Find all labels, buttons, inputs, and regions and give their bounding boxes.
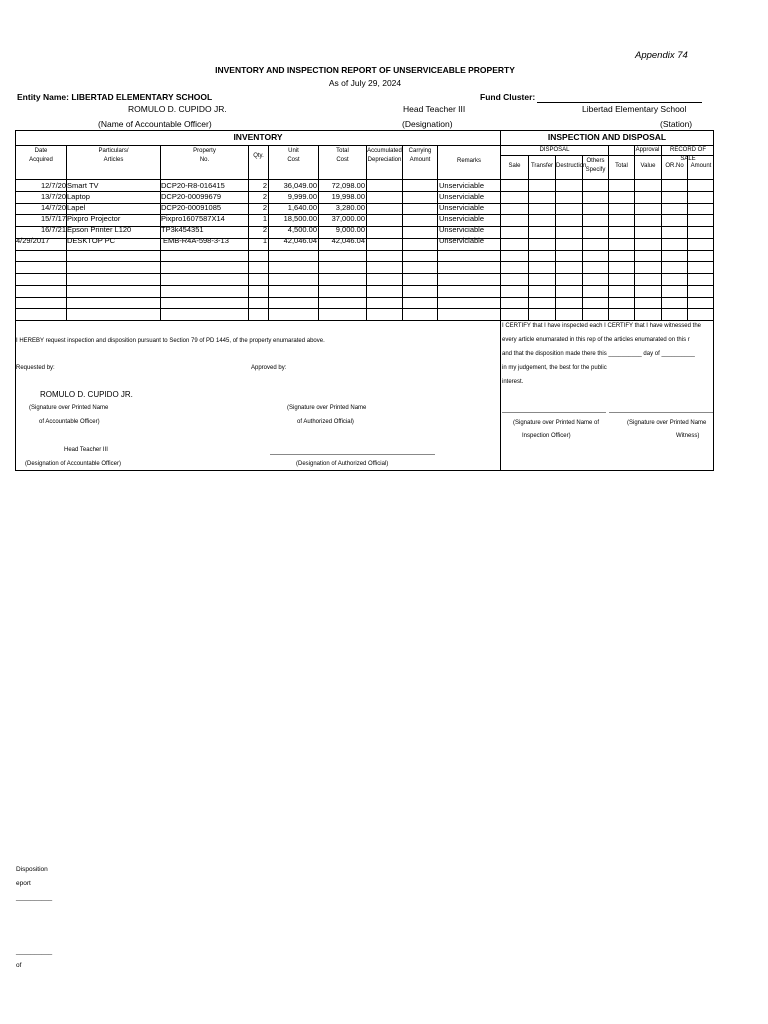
col-depreciation-header: Accumulated Depreciation: [367, 148, 402, 163]
cell-qty: 1: [262, 236, 267, 245]
col-rule: [402, 145, 403, 320]
footer-report: eport: [16, 880, 31, 887]
inventory-heading: INVENTORY: [233, 132, 283, 142]
cell-unit-cost: 9,999.00: [287, 192, 317, 201]
approver-sig-caption: (Signature over Printed Name: [287, 405, 367, 411]
cell-remarks: Unserviciable: [439, 225, 485, 234]
rule: [15, 320, 714, 321]
inspector-sig-caption-2: Inspection Officer): [522, 433, 571, 439]
cell-unit-cost: 42,046.04: [283, 236, 317, 245]
cell-qty: 2: [262, 203, 267, 212]
row-rule: [15, 297, 714, 298]
cell-unit-cost: 4,500.00: [287, 225, 317, 234]
row-rule: [15, 308, 714, 309]
cell-date: 13/7/20: [40, 192, 66, 201]
approved-by-label: Approved by:: [251, 365, 287, 371]
cell-qty: 1: [262, 214, 267, 223]
cell-remarks: Unserviciable: [439, 236, 485, 245]
col-remarks-header: Remarks: [456, 158, 481, 164]
cell-property-no: EMB-R4A-598-3-13: [163, 236, 229, 245]
col-rule: [608, 145, 609, 320]
col-property-header: Property No.: [193, 148, 216, 163]
cell-property-no: DCP20-R8-016415: [161, 181, 225, 190]
footer-line-1: __________: [16, 894, 53, 901]
col-sale-header: Sale: [508, 163, 521, 169]
station-value: Libertad Elementary School: [582, 104, 687, 114]
cell-date: 14/7/20: [40, 203, 66, 212]
cell-article: DESKTOP PC: [67, 236, 116, 245]
cell-total-cost: 72,098.00: [331, 181, 365, 190]
col-transfer-header: Transfer: [530, 163, 554, 169]
certify-line-1: I CERTIFY that I have inspected each I CERTIFY that I have witnessed the: [502, 323, 701, 329]
footer-of: of: [16, 962, 22, 969]
col-qty-header: Qty.: [253, 153, 264, 159]
requester-designation: Head Teacher III: [64, 447, 108, 453]
cell-property-no: TP3k454351: [161, 225, 204, 234]
witness-sig-line: [609, 412, 713, 413]
requested-by-label: Requested by:: [16, 365, 55, 371]
cell-article: Pixpro Projector: [67, 214, 121, 223]
row-rule: [15, 285, 714, 286]
cell-qty: 2: [262, 192, 267, 201]
row-rule: [15, 273, 714, 274]
row-rule: [15, 261, 714, 262]
cell-remarks: Unserviciable: [439, 214, 485, 223]
col-value-header: Value: [640, 163, 656, 169]
cell-property-no: Pixpro1607587X14: [161, 214, 225, 223]
cell-total-cost: 37,000.00: [331, 214, 365, 223]
requester-designation-caption: (Designation of Accountable Officer): [25, 461, 121, 467]
officer-caption: (Name of Accountable Officer): [98, 119, 212, 129]
requester-name: ROMULO D. CUPIDO JR.: [40, 390, 133, 399]
witness-sig-caption-2: Witness): [676, 433, 700, 439]
requester-sig-caption: (Signature over Printed Name: [29, 405, 109, 411]
rule: [15, 145, 714, 146]
cell-date: 15/7/17: [40, 214, 66, 223]
cell-total-cost: 9,000.00: [335, 225, 365, 234]
approver-designation-caption: (Designation of Authorized Official): [296, 461, 389, 467]
col-rule: [437, 145, 438, 320]
col-others-header: Others Specify: [585, 158, 606, 173]
request-statement: I HEREBY request inspection and disposition pursuant to Section 79 of PD 1445, of the property enumarated above.: [16, 338, 325, 344]
col-carrying-header: Carrying Amount: [408, 148, 432, 163]
col-rule: [366, 145, 367, 320]
approver-designation-line: [270, 454, 435, 455]
designation-caption: (Designation): [402, 119, 453, 129]
col-date-header: Date Acquired: [29, 148, 53, 163]
cell-unit-cost: 1,640.00: [287, 203, 317, 212]
cell-remarks: Unserviciable: [439, 203, 485, 212]
cell-property-no: DCP20-00091085: [161, 203, 222, 212]
fund-cluster-label: Fund Cluster:: [480, 92, 536, 102]
section-divider: [500, 130, 501, 471]
col-unit-cost-header: Unit Cost: [287, 148, 300, 163]
witness-sig-caption: (Signature over Printed Name: [627, 420, 707, 426]
record-of-sale-header: RECORD OF SALE: [670, 147, 706, 162]
appendix-label: Appendix 74: [635, 50, 688, 61]
report-title: INVENTORY AND INSPECTION REPORT OF UNSERVICEABLE PROPERTY: [215, 65, 515, 75]
cell-article: Smart TV: [67, 181, 99, 190]
cell-remarks: Unserviciable: [439, 192, 485, 201]
cell-property-no: DCP20-00099679: [161, 192, 222, 201]
row-rule: [15, 250, 714, 251]
certify-line-3: and that the disposition made there this __________ day of __________: [502, 351, 695, 357]
designation-value: Head Teacher III: [403, 104, 466, 114]
cell-total-cost: 42,046.04: [331, 236, 365, 245]
cell-date: 12/7/20: [40, 181, 66, 190]
accountable-officer-name: ROMULO D. CUPIDO JR.: [128, 104, 227, 114]
col-total-cost-header: Total Cost: [336, 148, 349, 163]
disposal-header: DISPOSAL: [539, 147, 570, 153]
col-amount-header: Amount: [690, 163, 712, 169]
col-particulars-header: Particulars/ Articles: [98, 148, 129, 163]
footer-disposition: Disposition: [16, 866, 48, 873]
inspection-heading: INSPECTION AND DISPOSAL: [547, 132, 667, 142]
col-rule: [661, 145, 662, 320]
report-date: As of July 29, 2024: [328, 78, 402, 88]
certify-line-4: in my judgement, the best for the public: [502, 365, 607, 371]
cell-total-cost: 3,280.00: [335, 203, 365, 212]
cell-remarks: Unserviciable: [439, 181, 485, 190]
certify-line-2: every article enumarated in this rep of the articles enumarated on this r: [502, 337, 690, 343]
col-destruction-header: Destruction: [556, 163, 587, 169]
station-caption: (Station): [660, 119, 693, 129]
cell-article: Epson Printer L120: [67, 225, 132, 234]
cell-article: Laptop: [67, 192, 90, 201]
cell-date: 16/7/21: [40, 225, 66, 234]
cell-unit-cost: 18,500.00: [283, 214, 317, 223]
cell-total-cost: 19,998.00: [331, 192, 365, 201]
cell-qty: 2: [262, 181, 267, 190]
cell-date: 4/29/2017: [16, 236, 50, 245]
entity-name: Entity Name: LIBERTAD ELEMENTARY SCHOOL: [17, 92, 213, 102]
cell-article: Lapel: [67, 203, 86, 212]
col-total-header: Total: [615, 163, 628, 169]
footer-line-2: __________: [16, 948, 53, 955]
col-orno-header: OR.No: [665, 163, 684, 169]
inspector-sig-line: [502, 412, 606, 413]
col-rule: [634, 145, 635, 320]
requester-sig-caption-2: of Accountable Officer): [39, 419, 100, 425]
approval-header: Approval: [635, 147, 660, 153]
inspector-sig-caption: (Signature over Printed Name of: [513, 420, 600, 426]
cell-qty: 2: [262, 225, 267, 234]
fund-cluster-line: [537, 102, 702, 103]
approver-sig-caption-2: of Authorized Official): [297, 419, 354, 425]
certify-line-5: interest.: [502, 379, 524, 385]
cell-unit-cost: 36,049.00: [283, 181, 317, 190]
